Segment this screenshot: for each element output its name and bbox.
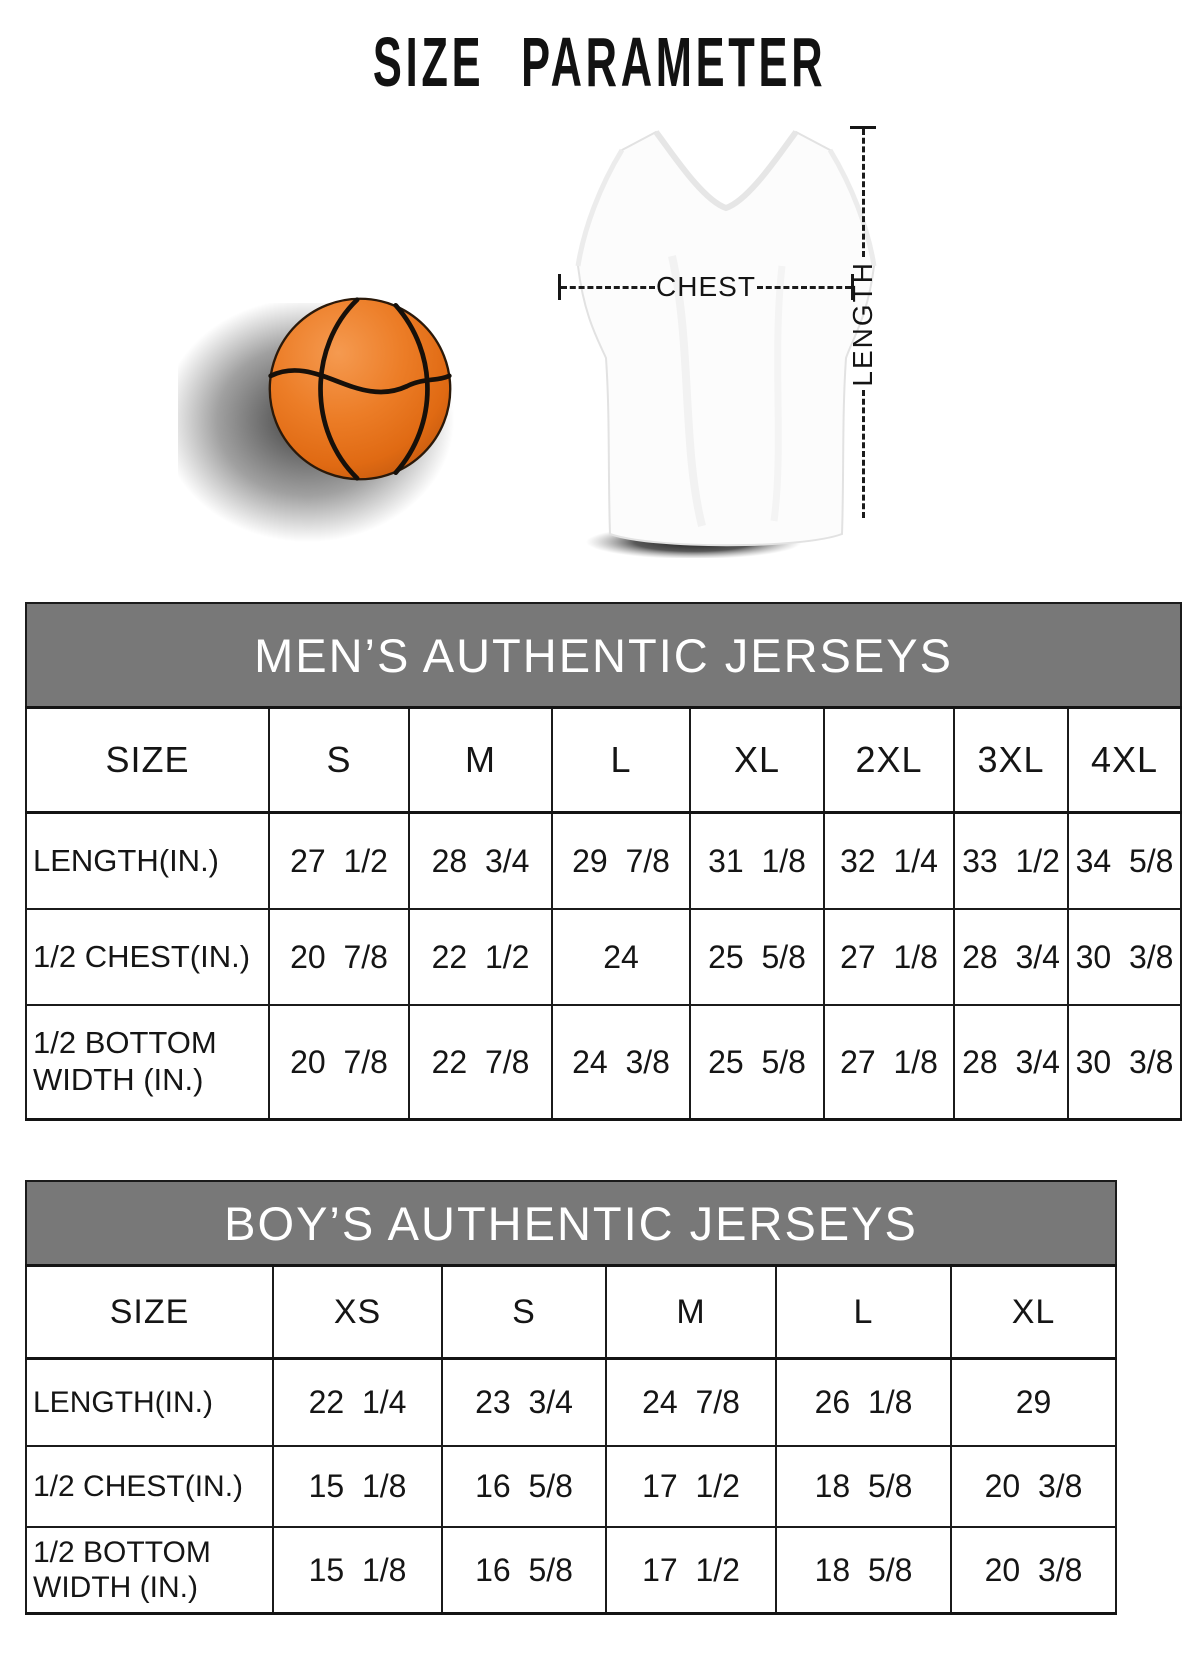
row-label: LENGTH(IN.) — [26, 813, 269, 910]
mens-col-2xl: 2XL — [824, 708, 954, 813]
boys-row-half-chest — [26, 1446, 1116, 1527]
size-value: 29 — [951, 1359, 1116, 1447]
mens-row-half-bottom-width — [26, 1005, 1181, 1120]
boys-col-m: M — [606, 1266, 776, 1359]
size-value: 17 1/2 — [606, 1527, 776, 1614]
length-label: LENGTH — [847, 260, 878, 387]
measure-dash — [561, 286, 655, 289]
size-value: 17 1/2 — [606, 1446, 776, 1527]
row-label: 1/2 CHEST(IN.) — [26, 909, 269, 1005]
mens-col-3xl: 3XL — [954, 708, 1068, 813]
size-value: 24 — [552, 909, 690, 1005]
boys-size-table — [25, 1180, 1117, 1615]
size-value: 18 5/8 — [776, 1527, 951, 1614]
boys-size-header-row — [26, 1266, 1116, 1359]
size-value: 20 3/8 — [951, 1527, 1116, 1614]
size-value: 27 1/8 — [824, 1005, 954, 1120]
length-measure-line — [848, 126, 878, 518]
mens-row-half-chest — [26, 909, 1181, 1005]
boys-col-s: S — [442, 1266, 606, 1359]
boys-table-header — [26, 1181, 1116, 1266]
size-value: 20 7/8 — [269, 909, 409, 1005]
size-value: 16 5/8 — [442, 1446, 606, 1527]
boys-table-title: BOY’S AUTHENTIC JERSEYS — [26, 1181, 1116, 1266]
chest-label: CHEST — [656, 271, 756, 302]
size-value: 32 1/4 — [824, 813, 954, 910]
mens-table-header — [26, 603, 1181, 708]
boys-col-size: SIZE — [26, 1266, 273, 1359]
size-value: 22 7/8 — [409, 1005, 552, 1120]
boys-col-xs: XS — [273, 1266, 442, 1359]
boys-row-half-bottom-width — [26, 1527, 1116, 1614]
mens-size-table — [25, 602, 1182, 1121]
row-label: 1/2 CHEST(IN.) — [26, 1446, 273, 1527]
mens-table-title: MEN’S AUTHENTIC JERSEYS — [26, 603, 1181, 708]
size-value: 34 5/8 — [1068, 813, 1181, 910]
basketball-icon — [266, 295, 454, 483]
size-value: 28 3/4 — [954, 1005, 1068, 1120]
mens-col-4xl: 4XL — [1068, 708, 1181, 813]
size-value: 24 3/8 — [552, 1005, 690, 1120]
measure-dash — [862, 129, 865, 257]
boys-col-l: L — [776, 1266, 951, 1359]
boys-row-length — [26, 1359, 1116, 1447]
mens-col-l: L — [552, 708, 690, 813]
row-label: 1/2 BOTTOM WIDTH (IN.) — [26, 1005, 269, 1120]
page-title: SIZE PARAMETER — [373, 23, 827, 101]
mens-size-header-row — [26, 708, 1181, 813]
size-value: 33 1/2 — [954, 813, 1068, 910]
row-label: 1/2 BOTTOM WIDTH (IN.) — [26, 1527, 273, 1614]
size-value: 16 5/8 — [442, 1527, 606, 1614]
size-value: 24 7/8 — [606, 1359, 776, 1447]
size-value: 25 5/8 — [690, 909, 824, 1005]
size-value: 31 1/8 — [690, 813, 824, 910]
size-value: 30 3/8 — [1068, 1005, 1181, 1120]
size-value: 20 7/8 — [269, 1005, 409, 1120]
mens-col-size: SIZE — [26, 708, 269, 813]
mens-row-length — [26, 813, 1181, 910]
size-value: 22 1/2 — [409, 909, 552, 1005]
size-value: 20 3/8 — [951, 1446, 1116, 1527]
size-value: 26 1/8 — [776, 1359, 951, 1447]
size-value: 18 5/8 — [776, 1446, 951, 1527]
size-value: 25 5/8 — [690, 1005, 824, 1120]
size-value: 29 7/8 — [552, 813, 690, 910]
size-value: 28 3/4 — [409, 813, 552, 910]
chest-measure-line — [558, 273, 854, 301]
mens-col-s: S — [269, 708, 409, 813]
size-value: 28 3/4 — [954, 909, 1068, 1005]
size-value: 27 1/8 — [824, 909, 954, 1005]
mens-col-xl: XL — [690, 708, 824, 813]
size-value: 22 1/4 — [273, 1359, 442, 1447]
size-value: 23 3/4 — [442, 1359, 606, 1447]
mens-col-m: M — [409, 708, 552, 813]
size-value: 15 1/8 — [273, 1446, 442, 1527]
size-value: 30 3/8 — [1068, 909, 1181, 1005]
size-value: 27 1/2 — [269, 813, 409, 910]
row-label: LENGTH(IN.) — [26, 1359, 273, 1447]
measure-dash — [862, 390, 865, 518]
measure-dash — [757, 286, 851, 289]
size-value: 15 1/8 — [273, 1527, 442, 1614]
boys-col-xl: XL — [951, 1266, 1116, 1359]
